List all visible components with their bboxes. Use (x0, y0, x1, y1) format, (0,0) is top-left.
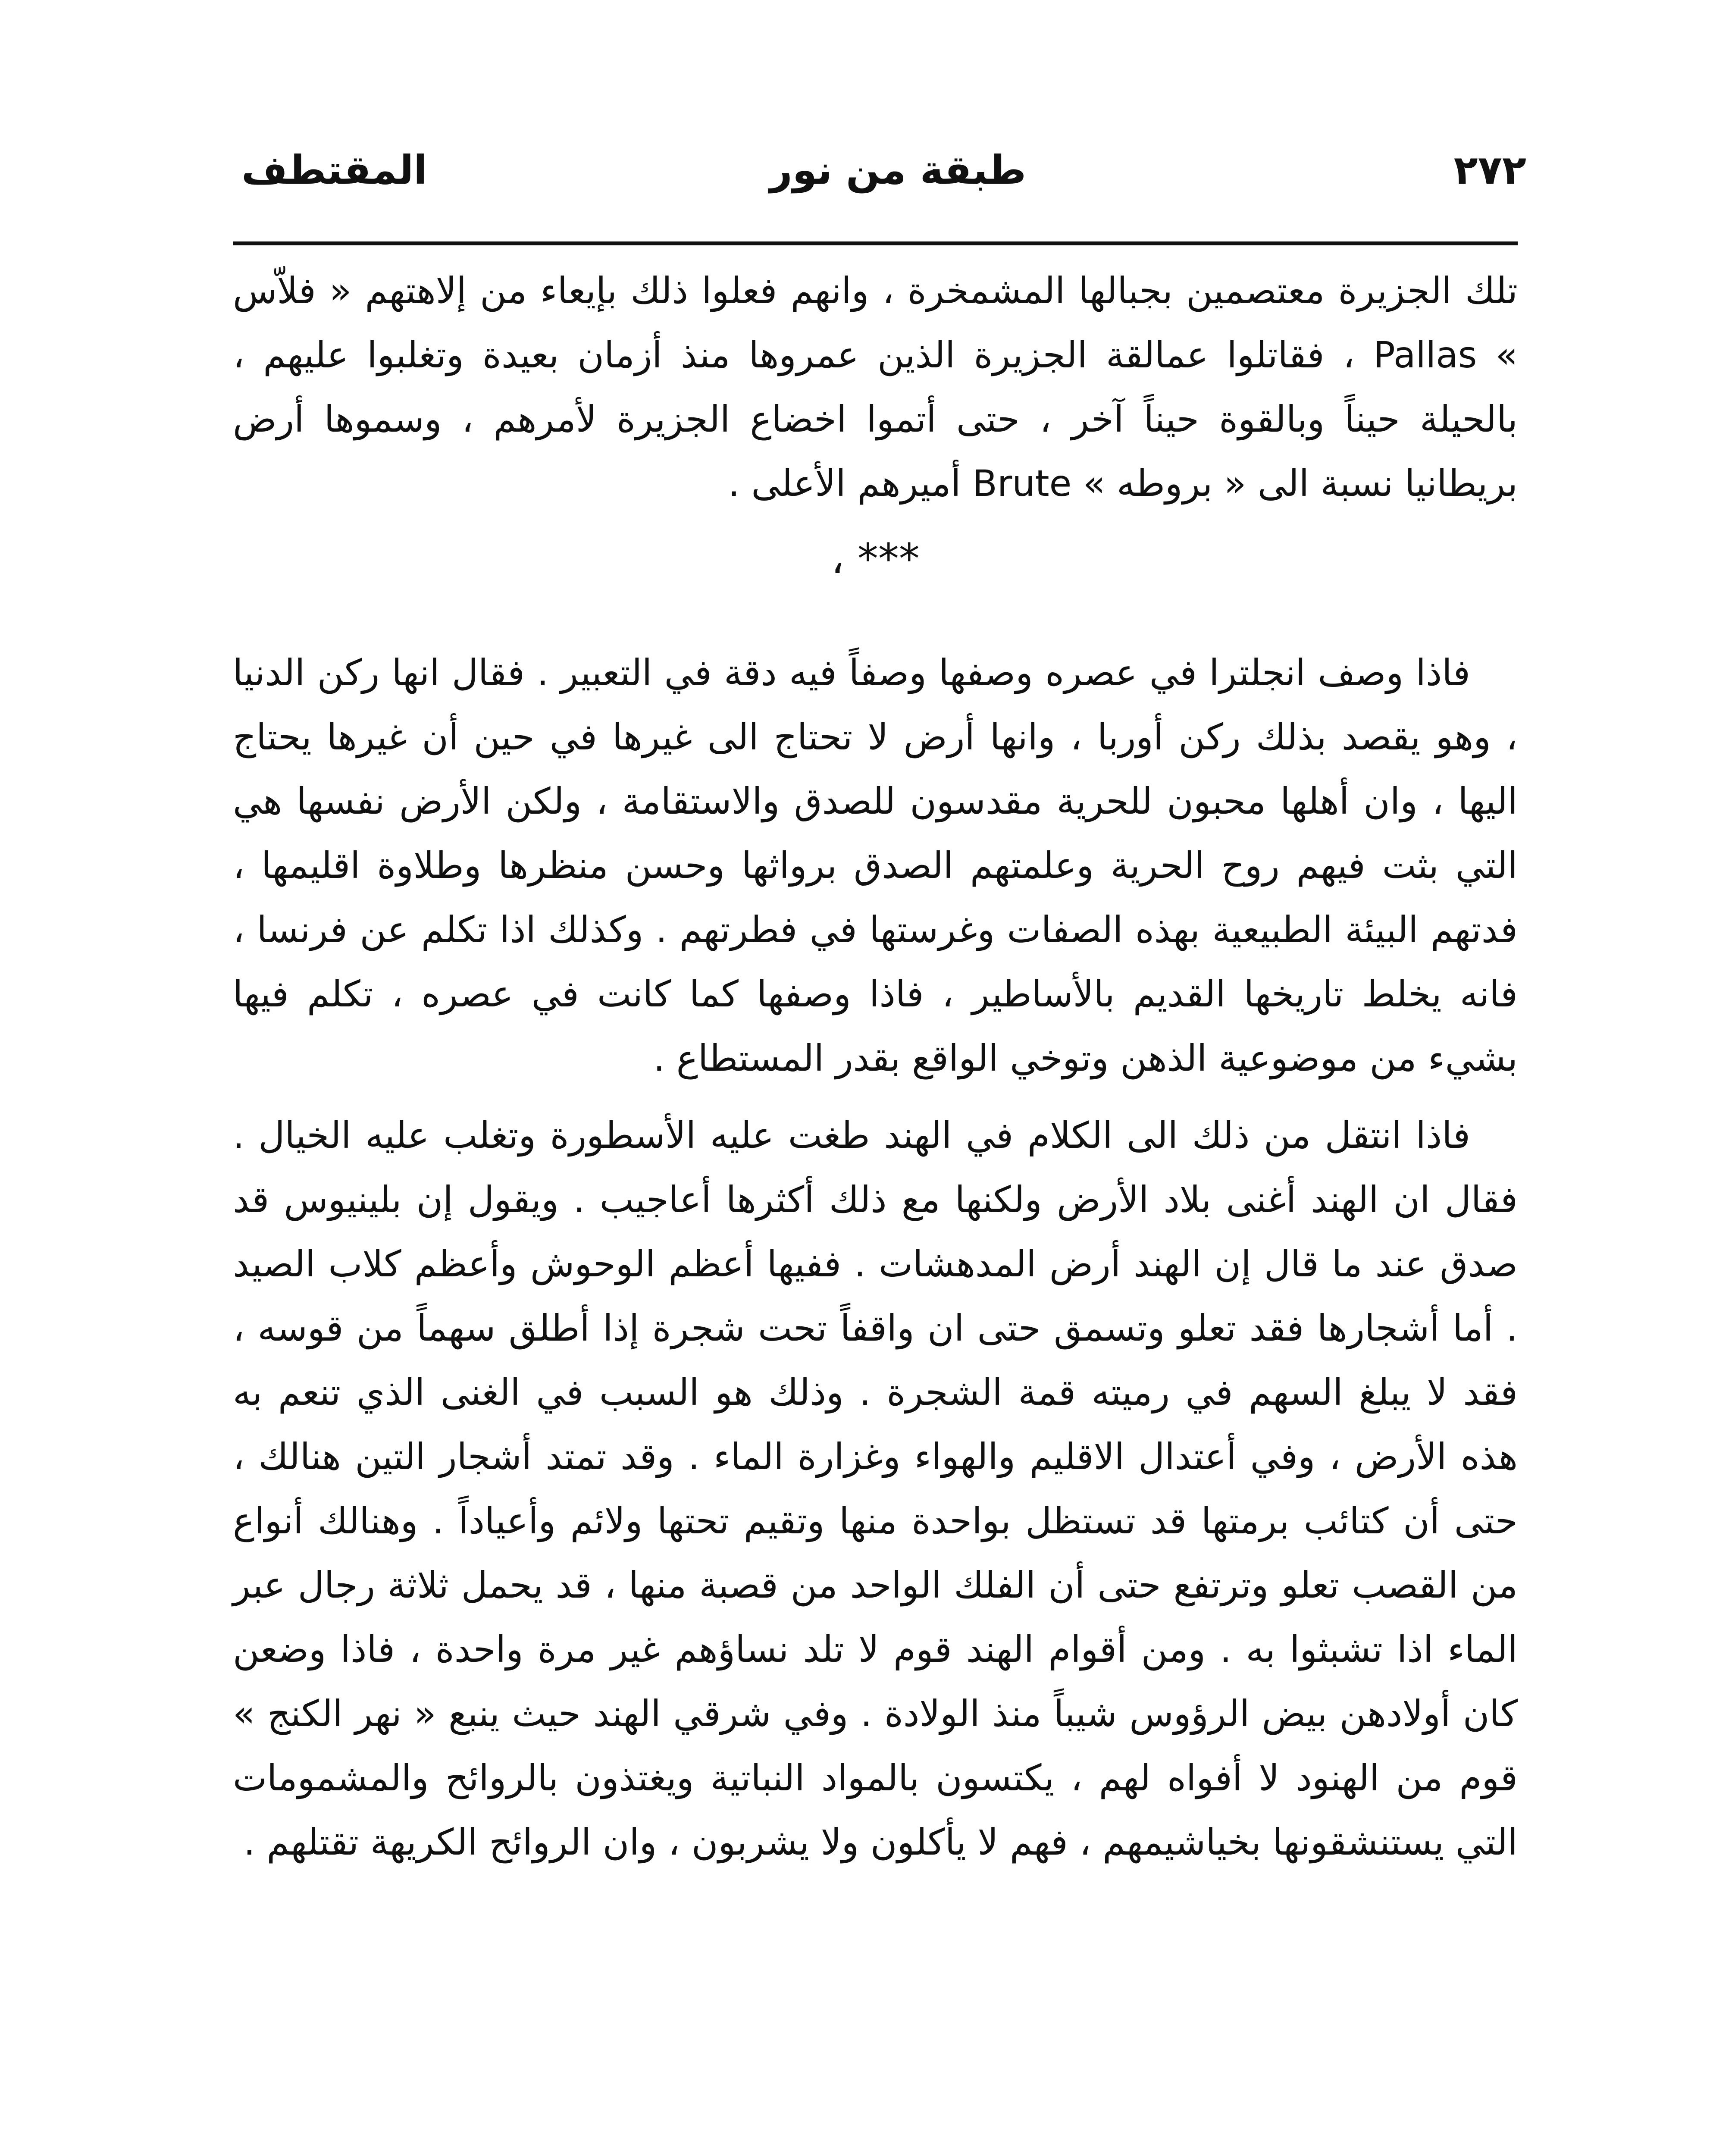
running-header (241, 142, 1526, 198)
page-number: ٢٧٢ (1453, 147, 1526, 193)
journal-name: المقتطف (241, 147, 427, 193)
header-rule (233, 241, 1518, 245)
paragraph-1: تلك الجزيرة معتصمين بجبالها المشمخرة ، وانهم فعلوا ذلك بإيعاء من إلاهتهم « فلاّس » Pallas ، فقاتلوا عمالقة الجزيرة الذين عمروها منذ أزمان بعيدة وتغلبوا عليهم ، بالحيلة حيناً وبالقوة حيناً آخر ، حتى أتموا اخضاع الجزيرة لأمرهم ، وسموها أرض بريطانيا نسبة الى « بروطه » Brute أميرهم الأعلى . (233, 270, 1518, 505)
article-title: طبقة من نور (769, 147, 1026, 193)
section-separator: *** ، (831, 535, 920, 583)
article-body (233, 259, 1518, 1874)
paragraph-3: فاذا انتقل من ذلك الى الكلام في الهند طغت عليه الأسطورة وتغلب عليه الخيال . فقال ان الهند أغنى بلاد الأرض ولكنها مع ذلك أكثرها أعاجيب . ويقول إن بلينيوس قد صدق عند ما قال إن الهند أرض المدهشات . ففيها أعظم الوحوش وأعظم كلاب الصيد . أما أشجارها فقد تعلو وتسمق حتى ان واقفاً تحت شجرة إذا أطلق سهماً من قوسه ، فقد لا يبلغ السهم في رميته قمة الشجرة . وذلك هو السبب في الغنى الذي تنعم به هذه الأرض ، وفي أعتدال الاقليم والهواء وغزارة الماء . وقد تمتد أشجار التين هنالك ، حتى أن كتائب برمتها قد تستظل بواحدة منها وتقيم تحتها ولائم وأعياداً . وهنالك أنواع من القصب تعلو وترتفع حتى أن الفلك الواحد من قصبة منها ، قد يحمل ثلاثة رجال عبر الماء اذا تشبثوا به . ومن أقوام الهند قوم لا تلد نساؤهم غير مرة واحدة ، فاذا وضعن كان أولادهن بيض الرؤوس شيباً منذ الولادة . وفي شرقي الهند حيث ينبع « نهر الكنج » قوم من الهنود لا أفواه لهم ، يكتسون بالمواد النباتية ويغتذون بالروائح والمشمومات التي يستنشقونها بخياشيمهم ، فهم لا يأكلون ولا يشربون ، وان الروائح الكريهة تقتلهم . (233, 1114, 1518, 1863)
paragraph-2: فاذا وصف انجلترا في عصره وصفها وصفاً فيه دقة في التعبير . فقال انها ركن الدنيا ، وهو يقصد بذلك ركن أوربا ، وانها أرض لا تحتاج الى غيرها في حين أن غيرها يحتاج اليها ، وان أهلها محبون للحرية مقدسون للصدق والاستقامة ، ولكن الأرض نفسها هي التي بثت فيهم روح الحرية وعلمتهم الصدق برواثها وحسن منظرها وطلاوة اقليمها ، فدتهم البيئة الطبيعية بهذه الصفات وغرستها في فطرتهم . وكذلك اذا تكلم عن فرنسا ، فانه يخلط تاريخها القديم بالأساطير ، فاذا وصفها كما كانت في عصره ، تكلم فيها بشيء من موضوعية الذهن وتوخي الواقع بقدر المستطاع . (233, 652, 1518, 1079)
